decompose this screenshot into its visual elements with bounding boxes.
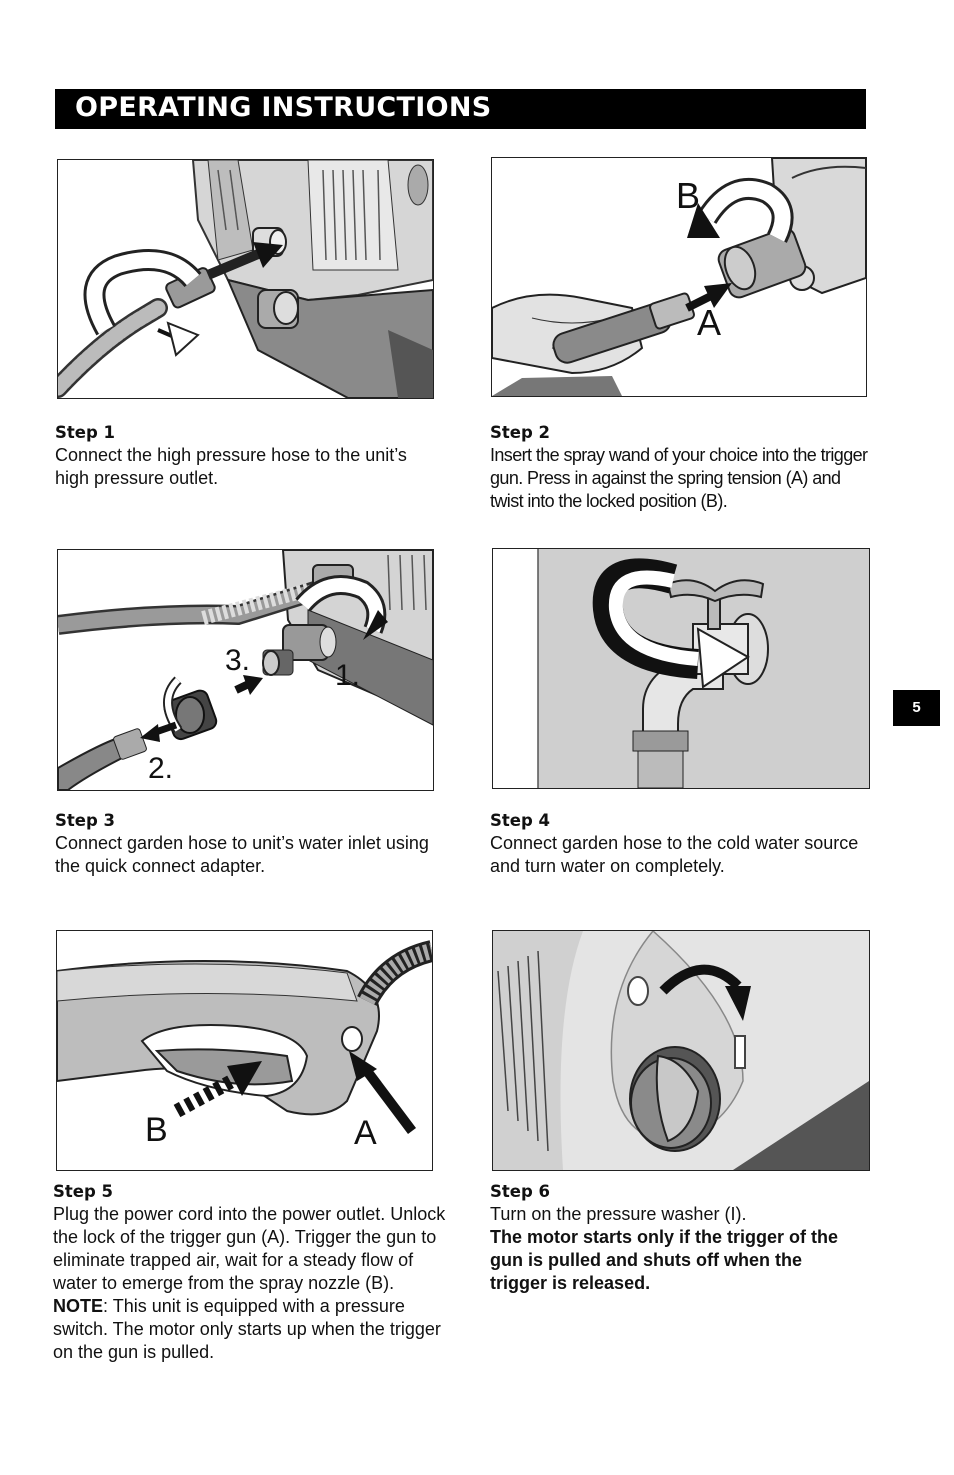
label-3: 3. (225, 644, 251, 677)
step-3-illustration (57, 549, 434, 791)
step-4-illustration (492, 548, 870, 789)
step-6-bold-text (490, 1226, 860, 1295)
note-label: NOTE (53, 1296, 104, 1316)
step-3-label: Step 3 (55, 811, 115, 830)
step-5-text: Plug the power cord into the power outlet. Unlock the lock of the trigger gun (A). Trigger the gun to eliminate trapped air, wait for a steady flow of water to emerge from the spray nozzle (B). (53, 1204, 446, 1293)
water-tap-drawing (493, 549, 869, 788)
hose-connection-drawing (58, 160, 433, 398)
label-2: 2. (148, 752, 174, 785)
step-2-illustration (491, 157, 867, 397)
step-5-block (53, 1180, 448, 1364)
power-switch-drawing (493, 931, 869, 1170)
step-1-text: Connect the high pressure hose to the unit’s high pressure outlet. (55, 445, 407, 488)
step-3-text: Connect garden hose to unit’s water inlet using the quick connect adapter. (55, 833, 429, 876)
step-6-label: Step 6 (490, 1182, 550, 1201)
garden-hose-adapter-drawing (58, 550, 433, 790)
step-2-text: Insert the spray wand of your choice into the trigger gun. Press in against the spring tension (A) and twist into the locked position (B). (490, 445, 868, 511)
step-2-block (490, 421, 875, 513)
step-4-text: Connect garden hose to the cold water source and turn water on completely. (490, 833, 859, 876)
label-b: B (676, 175, 701, 216)
step-4-block (490, 809, 870, 878)
label-a: A (354, 1114, 377, 1152)
step-6-illustration (492, 930, 870, 1171)
step-6-block (490, 1180, 860, 1295)
step-6-text: Turn on the pressure washer (I). (490, 1204, 747, 1224)
step-1-block (55, 421, 445, 490)
step-5-illustration (56, 930, 433, 1171)
step-2-label: Step 2 (490, 423, 550, 442)
step-1-label: Step 1 (55, 423, 115, 442)
page-title: OPERATING INSTRUCTIONS (75, 92, 492, 123)
step-5-label: Step 5 (53, 1182, 113, 1201)
page-title-bar (55, 89, 866, 129)
page-number-tab: 5 (893, 690, 940, 726)
label-b: B (145, 1111, 168, 1149)
trigger-gun-drawing (57, 931, 432, 1170)
step-5-note (53, 1295, 448, 1364)
label-a: A (697, 302, 722, 343)
step-1-illustration (57, 159, 434, 399)
step-4-label: Step 4 (490, 811, 550, 830)
step-3-block (55, 809, 445, 878)
step-6-warning: The motor starts only if the trigger of the gun is pulled and shuts off when the trigger is released. (490, 1227, 839, 1293)
label-1: 1. (335, 659, 361, 692)
note-text: : This unit is equipped with a pressure switch. The motor only starts up when the trigger on the gun is pulled. (53, 1296, 441, 1362)
wand-insertion-drawing (492, 158, 866, 396)
